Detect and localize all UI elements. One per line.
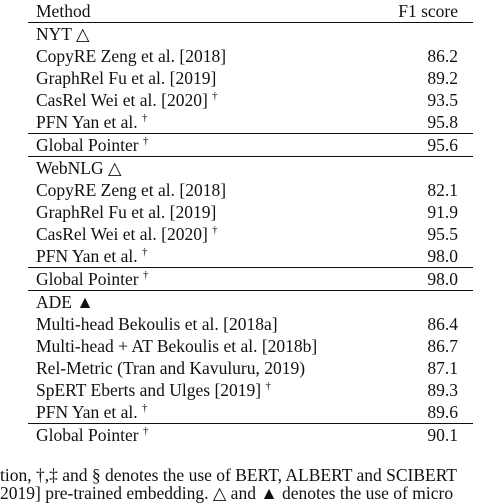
table-footnote <box>0 464 500 504</box>
section-title-text: WebNLG <box>36 158 104 178</box>
triangle-marker-icon: ▲ <box>76 292 94 312</box>
table-header-row <box>28 0 473 23</box>
dagger-footnote-marker: † <box>142 246 148 258</box>
method-cell <box>28 45 378 67</box>
results-table <box>28 0 473 446</box>
f1-score-cell: 89.6 <box>427 402 458 422</box>
column-header-f1-score: F1 score <box>378 0 473 23</box>
table-row <box>28 223 473 245</box>
method-name: GraphRel Fu et al. [2019] <box>36 68 217 88</box>
method-cell <box>28 223 378 245</box>
method-cell <box>28 335 378 357</box>
f1-score-cell: 87.1 <box>427 358 458 378</box>
method-cell <box>28 89 378 111</box>
method-name: Rel-Metric (Tran and Kavuluru, 2019) <box>36 358 306 378</box>
dagger-footnote-marker: † <box>142 425 149 437</box>
section-title <box>28 23 378 46</box>
footnote-line-2: 2019] pre-trained embedding. △ and ▲ denotes the use of micro <box>0 483 454 503</box>
table-body <box>28 23 473 447</box>
method-cell <box>28 357 378 379</box>
method-cell <box>28 401 378 424</box>
method-cell <box>28 424 378 447</box>
method-name: Global Pointer <box>36 135 139 155</box>
section-header-row <box>28 291 473 314</box>
table-row <box>28 201 473 223</box>
f1-score-cell: 98.0 <box>427 246 458 266</box>
method-name: Global Pointer <box>36 269 139 289</box>
method-name: CasRel Wei et al. [2020] <box>36 90 208 110</box>
triangle-marker-icon: △ <box>76 24 90 44</box>
dagger-footnote-marker: † <box>142 402 148 414</box>
method-cell <box>28 201 378 223</box>
f1-score-cell: 90.1 <box>378 424 473 447</box>
f1-score-cell: 95.8 <box>427 112 458 132</box>
dagger-footnote-marker: † <box>142 269 149 281</box>
dagger-footnote-marker: † <box>142 135 149 147</box>
method-name: GraphRel Fu et al. [2019] <box>36 202 217 222</box>
column-header-method: Method <box>28 0 378 23</box>
method-cell <box>28 111 378 134</box>
method-name: PFN Yan et al. <box>36 402 138 422</box>
method-cell <box>28 179 378 201</box>
section-title-text: ADE <box>36 292 72 312</box>
table-row <box>28 89 473 111</box>
table-row <box>28 45 473 67</box>
dagger-footnote-marker: † <box>212 224 218 236</box>
table-row <box>28 313 473 335</box>
method-cell <box>28 379 378 401</box>
f1-score-cell: 95.5 <box>427 224 458 244</box>
table-row <box>28 357 473 379</box>
section-score-empty <box>378 157 473 180</box>
dagger-footnote-marker: † <box>142 112 148 124</box>
method-name: CopyRE Zeng et al. [2018] <box>36 46 227 66</box>
f1-score-cell: 98.0 <box>378 268 473 291</box>
method-name: PFN Yan et al. <box>36 246 138 266</box>
f1-score-cell: 91.9 <box>427 202 458 222</box>
f1-score-cell: 93.5 <box>427 90 458 110</box>
table-row <box>28 111 473 134</box>
triangle-marker-icon: △ <box>107 158 122 178</box>
f1-score-cell: 86.7 <box>427 336 458 356</box>
method-name: Global Pointer <box>36 425 139 445</box>
table-row <box>28 335 473 357</box>
section-title <box>28 157 378 180</box>
table-row <box>28 401 473 424</box>
method-cell <box>28 245 378 268</box>
f1-score-cell: 95.6 <box>378 134 473 157</box>
f1-score-cell: 82.1 <box>427 180 458 200</box>
global-pointer-row <box>28 268 473 291</box>
table-row <box>28 67 473 89</box>
f1-score-cell: 86.4 <box>427 314 458 334</box>
table-row <box>28 245 473 268</box>
method-name: SpERT Eberts and Ulges [2019] <box>36 380 262 400</box>
footnote-line-1: tion, †,‡ and § denotes the use of BERT, ALBERT and SCIBERT <box>0 465 457 485</box>
global-pointer-row <box>28 134 473 157</box>
method-name: Multi-head + AT Bekoulis et al. [2018b] <box>36 336 318 356</box>
section-score-empty <box>378 23 473 46</box>
section-title <box>28 291 378 314</box>
method-cell <box>28 67 378 89</box>
method-name: Multi-head Bekoulis et al. [2018a] <box>36 314 278 334</box>
f1-score-cell: 86.2 <box>427 46 458 66</box>
method-cell <box>28 313 378 335</box>
method-cell <box>28 268 378 291</box>
table-row <box>28 179 473 201</box>
section-header-row <box>28 157 473 180</box>
method-name: CopyRE Zeng et al. [2018] <box>36 180 227 200</box>
global-pointer-row <box>28 424 473 447</box>
method-name: PFN Yan et al. <box>36 112 138 132</box>
method-cell <box>28 134 378 157</box>
section-score-empty <box>378 291 473 314</box>
table-row <box>28 379 473 401</box>
dagger-footnote-marker: † <box>212 90 218 102</box>
f1-score-cell: 89.2 <box>427 68 458 88</box>
section-title-text: NYT <box>36 24 72 44</box>
f1-score-cell: 89.3 <box>427 380 458 400</box>
method-name: CasRel Wei et al. [2020] <box>36 224 208 244</box>
section-header-row <box>28 23 473 46</box>
dagger-footnote-marker: † <box>265 380 271 392</box>
